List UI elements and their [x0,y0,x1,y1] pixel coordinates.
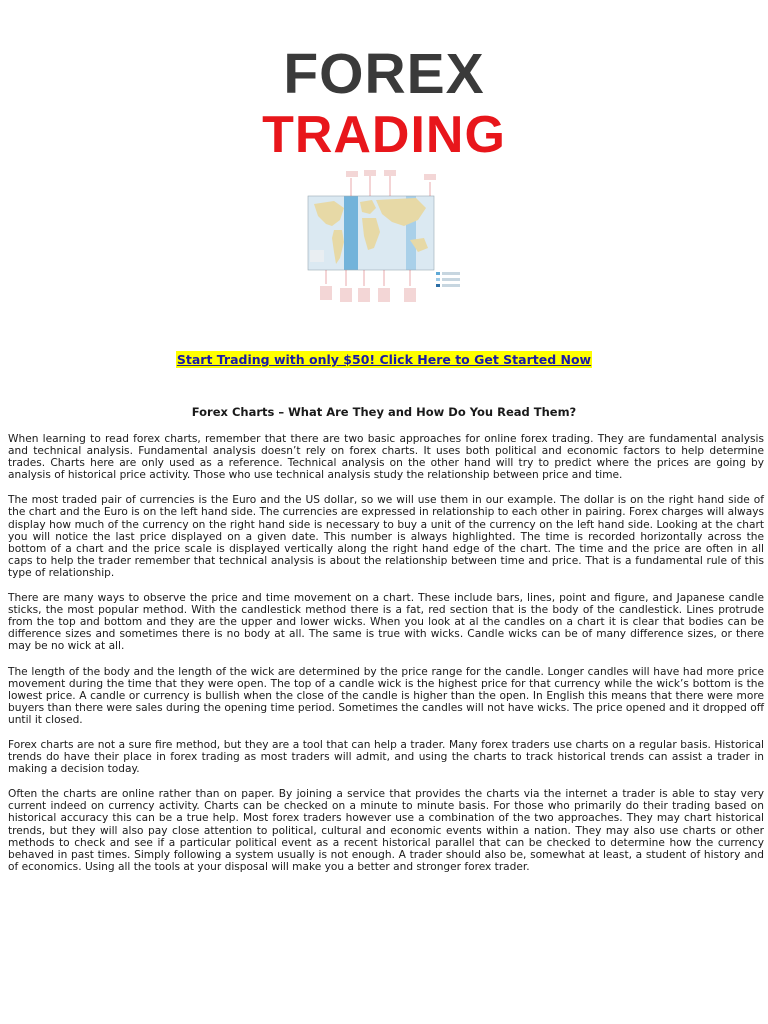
paragraph: There are many ways to observe the price and time movement on a chart. These include bars, lines, point and figure, and Japanese candle sticks, the most popular method. With the candlestick method there is a fat, red section that is the body of the candlestick. Lines protrude from the top and bottom and they are the upper and lower wicks. When you look at al the candles on a chart it is clear that bodies can be difference sizes and sometimes there is no body at all. The same is true with wicks. Candle wicks can be of many difference sizes, or there may be no wick at all. [8,592,764,653]
paragraph: When learning to read forex charts, remember that there are two basic approaches for online forex trading. They are fundamental analysis and technical analysis. Fundamental analysis doesn’t rely on forex charts. It uses both political and economic factors to help determine trades. Charts here are only used as a reference. Technical analysis on the other hand will try to predict where the prices are going by analysis of historical price activity. Those who use technical analysis study the relationship between price and time. [8,433,764,482]
paragraph: The most traded pair of currencies is the Euro and the US dollar, so we will use them in our example. The dollar is on the right hand side of the chart and the Euro is on the left hand side. The currencies are expressed in relationship to each other in pairing. Forex charges will always display how much of the currency on the right hand side is necessary to buy a unit of the currency on the left hand side. Looking at the chart you will notice the last price displayed on a given date. This number is always highlighted. The time is recorded horizontally across the bottom of a chart and the price scale is displayed vertically along the right hand edge of the chart. The time and the price are often in all caps to help the trader remember that technical analysis is about the relationship between time and price. That is a fundamental rule of this type of relationship. [8,494,764,579]
article-title: Forex Charts – What Are They and How Do You Read Them? [191,405,577,419]
paragraph: Forex charts are not a sure fire method, but they are a tool that can help a trader. Many forex traders use charts on a regular basis. Historical trends do have their place in forex trading as most traders will admit, and using the charts to track historical trends can assist a trader in making a decision today. [8,738,764,776]
start-trading-link[interactable]: Start Trading with only $50! Click Here to Get Started Now [176,352,592,367]
paragraph: The length of the body and the length of the wick are determined by the price range for the candle. Longer candles will have had more price movement during the time that they were open. The top of a candle wick is the highest price for that currency while the wick’s bottom is the lowest price. A candle or currency is bullish when the close of the candle is higher than the open. In English this means that there were more buyers than there were sales during the opening time period. Sometimes the candles will not have wicks. The price opened and it dropped off until it closed. [8,665,764,726]
world-timezone-map [306,168,462,308]
logo-trading: TRADING [262,106,506,164]
article-body [8,433,764,886]
paragraph: Often the charts are online rather than on paper. By joining a service that provides the charts via the internet a trader is able to stay very current indeed on currency activity. Charts can be checked on a minute to minute basis. For those who primarily do their trading based on historical accuracy this can be a true help. Most forex traders however use a combination of the two approaches. They may chart historical trends, but they will also pay close attention to political, cultural and economic events within a nation. They may also use charts or other methods to check and see if a particular political event as a recent historical parallel that can be checked to determine how the currency behaved in past times. Simply following a system usually is not enough. A trader should also be, somewhat at least, a student of history and of economics. Using all the tools at your disposal will make you a better and stronger forex trader. [8,788,764,873]
cta-banner [0,349,768,368]
logo-forex: FOREX [283,42,485,106]
